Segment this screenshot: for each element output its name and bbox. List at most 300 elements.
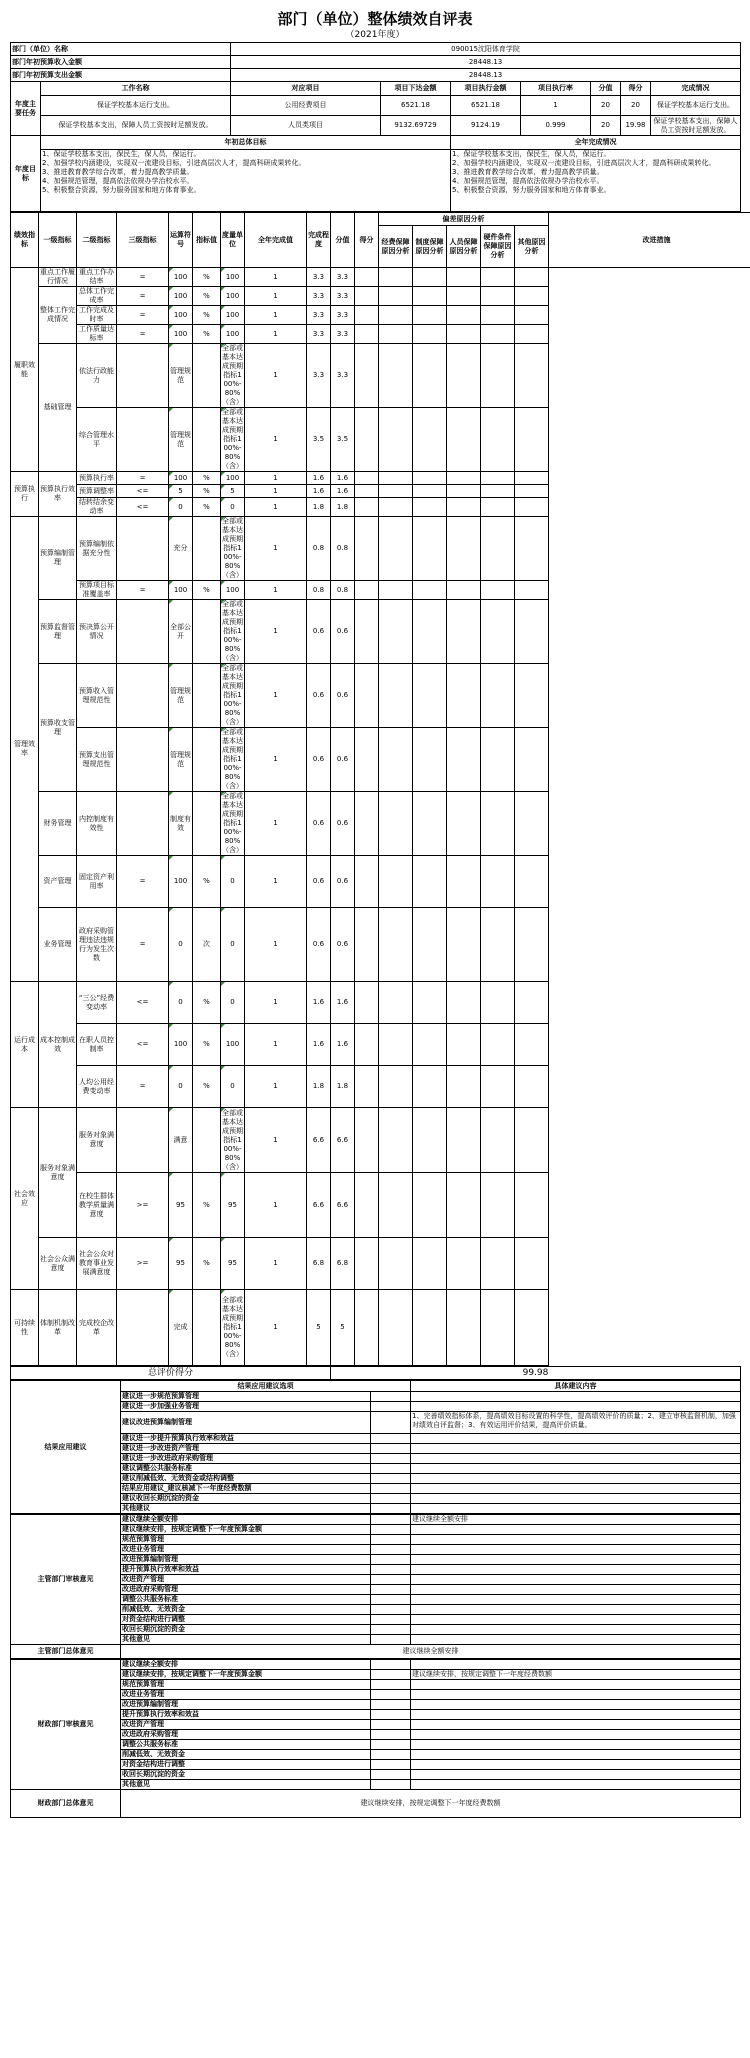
target-value: 0 [169,498,193,517]
table-row [11,517,750,581]
list-item [11,1392,741,1402]
option-checkbox [371,1750,411,1760]
supervisor-table [10,1514,741,1659]
unit [193,517,221,581]
operator: <= [117,498,169,517]
operator [117,1290,169,1366]
deviation-cell [413,408,447,472]
deviation-cell [481,1238,515,1290]
unit: % [193,306,221,325]
content-cell [411,1690,741,1700]
deviation-cell [379,1290,413,1366]
task-cell: 保证学校基本支出，保障人员工资按时足额发放。 [651,116,741,136]
option-label: 规范预算管理 [121,1535,371,1545]
table-row [11,325,750,344]
deviation-cell [413,908,447,982]
deviation-cell [355,1024,379,1066]
deviation-cell [447,485,481,498]
operator [117,728,169,792]
score: 0.6 [331,664,355,728]
completion: 1 [245,287,307,306]
total-table [10,1366,741,1380]
actual-value: 全部或基本达成预期指标100%-80%（含） [222,600,243,662]
deviation-cell [481,498,515,517]
actual-value: 100 [221,581,245,600]
option-checkbox [371,1730,411,1740]
level2-indicator: 预算执行效率 [39,472,77,517]
weight: 1.6 [307,982,331,1024]
level2-indicator: 预算监督管理 [39,600,77,664]
deviation-cell [355,664,379,728]
list-item [11,1690,741,1700]
measures-cell [515,408,549,472]
deviation-cell [379,485,413,498]
deviation-cell [413,268,447,287]
option-checkbox [371,1615,411,1625]
score: 1.6 [331,472,355,485]
deviation-cell [447,1024,481,1066]
deviation-cell [413,472,447,485]
score: 6.8 [331,1238,355,1290]
page-title: 部门（单位）整体绩效自评表 [277,10,473,28]
operator [117,517,169,581]
deviation-header: 偏差原因分析 [379,213,549,226]
deviation-cell [379,664,413,728]
option-label: 建议进一步改进政府采购管理 [121,1454,371,1464]
final-goals-header: 全年完成情况 [451,136,741,150]
actual-value: 全部或基本达成预期指标100%-80%（含） [222,1108,243,1171]
option-label: 对资金结构进行调整 [121,1760,371,1770]
level3-indicator: 人均公用经费变动率 [77,1066,117,1108]
total-value: 99.98 [331,1367,741,1380]
option-checkbox [371,1484,411,1494]
list-item [11,1484,741,1494]
deviation-cell [481,581,515,600]
operator: <= [117,982,169,1024]
deviation-cell [481,485,515,498]
actual-value: 全部或基本达成预期指标100%-80%（含） [222,728,243,790]
deviation-cell [481,344,515,408]
level3-indicator: 总体工作完成率 [77,287,117,306]
deviation-cell [413,306,447,325]
deviation-cell [355,1238,379,1290]
target-value: 100 [169,472,193,485]
unit [193,1108,221,1173]
content-cell [411,1615,741,1625]
content-cell [411,1535,741,1545]
weight: 0.6 [307,856,331,908]
deviation-cell [481,600,515,664]
level2-indicator: 财务管理 [39,792,77,856]
level3-indicator: “三公”经费变动率 [77,982,117,1024]
indicators-section-label: 绩效指标 [11,213,39,268]
measures-cell [515,472,549,485]
level3-indicator: 预算编制依据充分性 [77,517,117,581]
deviation-col: 其他原因分析 [515,226,549,268]
completion: 1 [245,1173,307,1238]
option-label: 建议继续全额安排 [121,1660,371,1670]
task-cell: 保证学校基本运行支出。 [651,96,741,116]
level3-indicator: 依法行政能力 [77,344,117,408]
unit [193,664,221,728]
deviation-cell [481,908,515,982]
score: 1.8 [331,1066,355,1108]
measures-cell [515,344,549,408]
list-item [11,1635,741,1645]
measures-cell [515,982,549,1024]
table-row [11,982,750,1024]
level1-indicator: 管理效率 [11,517,39,982]
target-value: 100 [169,1024,193,1066]
supervisor-overall-content: 建议继续全额安排 [121,1645,741,1659]
measures-cell [515,325,549,344]
table-row [11,1024,750,1066]
level3-indicator: 综合管理水平 [77,408,117,472]
completion: 1 [245,1108,307,1173]
option-label: 削减低效、无效资金 [121,1750,371,1760]
completion: 1 [245,1024,307,1066]
deviation-cell [447,856,481,908]
score: 0.6 [331,908,355,982]
operator: = [117,268,169,287]
list-item [11,1545,741,1555]
option-label: 建议继续安排，按规定调整下一年度预算金额 [121,1525,371,1535]
option-label: 改进业务管理 [121,1545,371,1555]
indicator-header: 全年完成值 [245,213,307,268]
actual-value: 5 [221,485,245,498]
operator: <= [117,1024,169,1066]
deviation-cell [355,408,379,472]
weight: 1.6 [307,472,331,485]
application-content-header: 具体建议内容 [411,1381,741,1392]
deviation-cell [413,498,447,517]
target-value: 100 [169,287,193,306]
unit [193,408,221,472]
unit: % [193,1238,221,1290]
weight: 1.6 [307,1024,331,1066]
score: 0.6 [331,600,355,664]
tasks-header: 分值 [591,82,621,96]
option-label: 改进政府采购管理 [121,1730,371,1740]
level3-indicator: 工作质量达标率 [77,325,117,344]
weight: 3.3 [307,306,331,325]
content-cell [411,1680,741,1690]
level3-indicator: 内控制度有效性 [77,792,117,856]
unit [193,344,221,408]
list-item [11,1575,741,1585]
option-checkbox [371,1690,411,1700]
final-goals-text: 1、保证学校基本支出，保民生，保人员，保运行。 2、加强学校内涵建设，实现双一流建设目标，引进高层次人才，提高科研成果转化。 3、推进教育教学综合改革，着力提高教学质量。 4、加强规范管理，提高依法依规办学治校水平。 5、积极整合资源，努力服务国家和地方体育事业。 [451,150,741,212]
level3-indicator: 预算调整率 [77,485,117,498]
dept-label: 部门（单位）名称 [11,43,231,56]
deviation-cell [447,408,481,472]
operator [117,792,169,856]
table-row [11,908,750,982]
measures-cell [515,1238,549,1290]
goals-section-label: 年度目标 [11,136,41,212]
score: 0.8 [331,581,355,600]
deviation-col: 经费保障原因分析 [379,226,413,268]
option-checkbox [371,1474,411,1484]
option-checkbox [371,1504,411,1514]
list-item [11,1444,741,1454]
option-label: 结果应用建议_建议核减下一年度经费数额 [121,1484,371,1494]
operator [117,408,169,472]
weight: 1.8 [307,1066,331,1108]
measures-cell [515,600,549,664]
list-item [11,1585,741,1595]
indicator-header: 二级指标 [77,213,117,268]
deviation-cell [481,472,515,485]
deviation-cell [379,1066,413,1108]
score: 3.5 [331,408,355,472]
actual-value: 0 [221,1066,245,1108]
deviation-cell [355,1066,379,1108]
option-checkbox [371,1464,411,1474]
weight: 3.3 [307,344,331,408]
option-label: 建议削减低效、无效资金或结构调整 [121,1474,371,1484]
level2-indicator: 业务管理 [39,908,77,982]
actual-value: 全部或基本达成预期指标100%-80%（含） [222,517,243,579]
deviation-cell [481,325,515,344]
option-label: 建议调整公共服务标准 [121,1464,371,1474]
deviation-cell [413,325,447,344]
deviation-cell [379,472,413,485]
target-value: 完成 [169,1290,193,1366]
table-row [11,728,750,792]
deviation-cell [379,908,413,982]
deviation-cell [447,1108,481,1173]
content-cell [411,1494,741,1504]
finance-overall-label: 财政部门总体意见 [11,1790,121,1818]
deviation-cell [355,856,379,908]
deviation-cell [413,856,447,908]
supervisor-overall-label: 主管部门总体意见 [11,1645,121,1659]
option-checkbox [371,1402,411,1412]
score: 6.6 [331,1108,355,1173]
completion: 1 [245,325,307,344]
operator [117,1108,169,1173]
list-item [11,1710,741,1720]
option-label: 建议继续全额安排 [121,1515,371,1525]
option-checkbox [371,1525,411,1535]
completion: 1 [245,1238,307,1290]
option-checkbox [371,1740,411,1750]
deviation-cell [447,600,481,664]
operator: >= [117,1173,169,1238]
option-label: 改进业务管理 [121,1690,371,1700]
table-row [11,600,750,664]
deviation-cell [379,1108,413,1173]
operator: = [117,856,169,908]
table-row [11,498,750,517]
task-cell: 保证学校基本运行支出。 [41,96,231,116]
option-label: 收回长期沉淀的资金 [121,1770,371,1780]
deviation-cell [355,1290,379,1366]
option-label: 改进政府采购管理 [121,1585,371,1595]
task-cell: 19.98 [621,116,651,136]
list-item [11,1660,741,1670]
option-checkbox [371,1515,411,1525]
score: 0.6 [331,728,355,792]
completion: 1 [245,856,307,908]
measures-cell [515,268,549,287]
table-row [11,1290,750,1366]
deviation-cell [355,728,379,792]
actual-value: 0 [221,982,245,1024]
application-section-label: 结果应用建议 [11,1381,121,1514]
option-checkbox [371,1494,411,1504]
deviation-cell [413,287,447,306]
content-cell [411,1392,741,1402]
expense-label: 部门年初预算支出金额 [11,69,231,82]
content-cell [411,1770,741,1780]
deviation-cell [379,287,413,306]
finance-content: 建议继续安排，按规定调整下一年度经费数额 [411,1670,741,1680]
score: 3.3 [331,268,355,287]
actual-value: 全部或基本达成预期指标100%-80%（含） [222,664,243,726]
tasks-header: 完成情况 [651,82,741,96]
actual-value: 100 [221,325,245,344]
target-value: 全部公开 [169,600,193,664]
option-checkbox [371,1454,411,1464]
unit: % [193,287,221,306]
dept-value: 090015沈阳体育学院 [231,43,741,56]
deviation-cell [355,306,379,325]
deviation-cell [379,344,413,408]
target-value: 管理规范 [169,408,193,472]
content-cell [411,1750,741,1760]
deviation-cell [447,306,481,325]
unit: % [193,1066,221,1108]
unit: % [193,268,221,287]
operator: <= [117,485,169,498]
list-item [11,1605,741,1615]
deviation-cell [379,325,413,344]
deviation-cell [379,600,413,664]
deviation-cell [481,982,515,1024]
option-checkbox [371,1760,411,1770]
option-label: 其他意见 [121,1635,371,1645]
option-checkbox [371,1595,411,1605]
deviation-cell [447,664,481,728]
deviation-cell [355,498,379,517]
target-value: 0 [169,982,193,1024]
option-label: 建议进一步加强业务管理 [121,1402,371,1412]
content-cell [411,1635,741,1645]
level3-indicator: 在职人员控制率 [77,1024,117,1066]
completion: 1 [245,728,307,792]
content-cell [411,1474,741,1484]
application-col-header: 结果应用建议选项 [121,1381,411,1392]
content-cell [411,1464,741,1474]
finance-overall-content: 建议继续安排，按规定调整下一年度经费数额 [121,1790,741,1818]
list-item [11,1412,741,1434]
unit [193,1290,221,1366]
deviation-cell [413,1024,447,1066]
score: 6.6 [331,1173,355,1238]
measures-cell [515,664,549,728]
option-label: 改进预算编制管理 [121,1700,371,1710]
weight: 0.6 [307,728,331,792]
content-cell [411,1720,741,1730]
score: 1.6 [331,1024,355,1066]
option-label: 其他意见 [121,1780,371,1790]
list-item [11,1680,741,1690]
deviation-col: 人员保障原因分析 [447,226,481,268]
completion: 1 [245,306,307,325]
target-value: 管理规范 [169,728,193,792]
option-label: 削减低效、无效资金 [121,1605,371,1615]
content-cell [411,1595,741,1605]
weight: 3.3 [307,268,331,287]
table-row [11,581,750,600]
target-value: 95 [169,1238,193,1290]
unit: % [193,581,221,600]
indicator-header: 得分 [355,213,379,268]
list-item [11,1515,741,1525]
content-cell [411,1504,741,1514]
deviation-cell [447,1238,481,1290]
target-value: 95 [169,1173,193,1238]
list-item [11,1464,741,1474]
actual-value: 100 [221,306,245,325]
deviation-cell [481,306,515,325]
table-row [11,472,750,485]
deviation-cell [413,792,447,856]
option-checkbox [371,1700,411,1710]
option-checkbox [371,1670,411,1680]
deviation-cell [447,325,481,344]
deviation-cell [355,908,379,982]
deviation-cell [413,1108,447,1173]
task-cell: 人员类项目 [231,116,381,136]
unit: % [193,856,221,908]
actual-value: 95 [221,1173,245,1238]
table-row [11,485,750,498]
level2-indicator: 整体工作完成情况 [39,287,77,344]
income-label: 部门年初预算收入金额 [11,56,231,69]
deviation-cell [379,1024,413,1066]
weight: 0.6 [307,664,331,728]
list-item [11,1770,741,1780]
level2-indicator: 服务对象满意度 [39,1108,77,1238]
score: 3.3 [331,287,355,306]
deviation-cell [481,1024,515,1066]
unit: % [193,485,221,498]
measures-cell [515,1108,549,1173]
level3-indicator: 完成校企改革 [77,1290,117,1366]
deviation-cell [447,498,481,517]
operator: = [117,1066,169,1108]
deviation-cell [481,728,515,792]
table-row [11,344,750,408]
expense-value: 28448.13 [231,69,741,82]
option-checkbox [371,1575,411,1585]
task-cell: 0.999 [521,116,591,136]
deviation-cell [447,472,481,485]
measures-cell [515,792,549,856]
list-item [11,1625,741,1635]
deviation-cell [481,1290,515,1366]
table-row [11,1108,750,1173]
content-cell [411,1710,741,1720]
list-item [11,1700,741,1710]
deviation-cell [413,982,447,1024]
deviation-cell [379,728,413,792]
deviation-cell [447,1173,481,1238]
deviation-cell [447,287,481,306]
